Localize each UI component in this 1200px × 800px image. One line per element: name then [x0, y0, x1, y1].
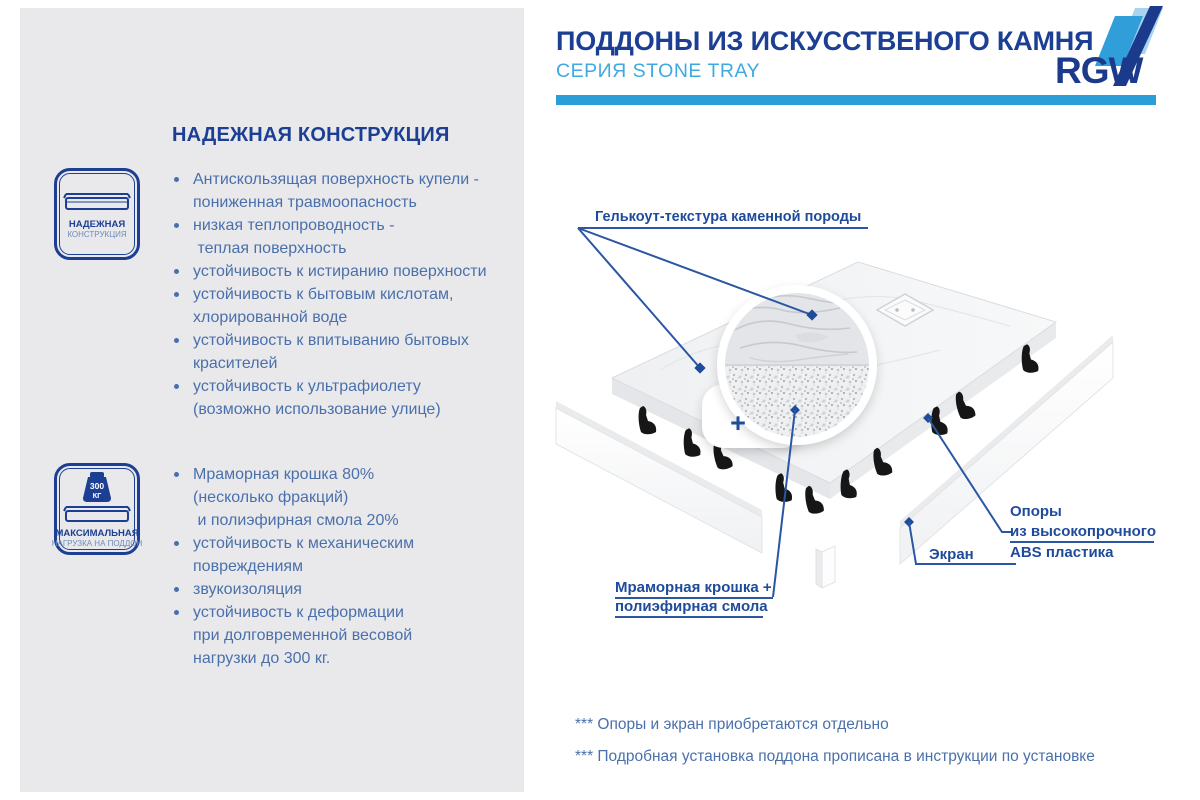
bullet-text: устойчивость к истиранию поверхности: [193, 263, 487, 280]
max-load-badge: [51, 463, 143, 555]
bullet-dot: [174, 292, 179, 297]
reliable-construction-badge: [54, 168, 140, 260]
bullet-dot: [174, 472, 179, 477]
max-load-weight-icon: [61, 470, 133, 524]
weight-unit: КГ: [92, 491, 102, 500]
bullet-text: устойчивость к механическим повреждениям: [193, 535, 415, 575]
feature-bullet: [170, 375, 515, 421]
bullet-dot: [174, 587, 179, 592]
features-panel: [20, 8, 524, 792]
badge-label-small: НАГРУЗКА НА ПОДДОН: [51, 539, 143, 548]
gelcoat-label: Гелькоут-текстура каменной породы: [595, 209, 862, 225]
feature-bullet: [170, 283, 515, 329]
texture-magnifier: [702, 285, 877, 448]
tray-exploded-diagram: [540, 180, 1200, 740]
header-divider-bar: [556, 95, 1156, 105]
screen-label: Экран: [929, 546, 974, 563]
feature-bullet: [170, 463, 515, 532]
plus-sign: +: [730, 408, 746, 438]
rgw-logo: [1053, 6, 1183, 92]
bullet-dot: [174, 610, 179, 615]
badge-label-bold: МАКСИМАЛЬНАЯ: [55, 528, 139, 539]
bullet-text: устойчивость к впитыванию бытовых красителей: [193, 332, 469, 372]
shower-tray-icon: [61, 189, 133, 215]
feature-bullet: [170, 329, 515, 375]
bullet-dot: [174, 223, 179, 228]
feature-bullet: [170, 532, 515, 578]
bullet-text: низкая теплопроводность - теплая поверхность: [193, 217, 395, 257]
bullet-dot: [174, 177, 179, 182]
footnote-2: *** Подробная установка поддона прописана в инструкции по установке: [575, 748, 1095, 765]
bullet-dot: [174, 541, 179, 546]
footnote-1: *** Опоры и экран приобретаются отдельно: [575, 716, 889, 733]
feature-list-1: [170, 168, 515, 421]
bullet-dot: [174, 269, 179, 274]
feature-bullet: [170, 601, 515, 670]
bullet-dot: [174, 338, 179, 343]
marble-label-line1: Мраморная крошка +: [615, 579, 772, 596]
bullet-text: Антискользящая поверхность купели - пониженная травмоопасность: [193, 171, 479, 211]
feature-bullet: [170, 214, 515, 260]
series-subtitle: СЕРИЯ STONE TRAY: [556, 60, 761, 82]
badge-label-bold: НАДЕЖНАЯ: [68, 219, 126, 230]
bullet-dot: [174, 384, 179, 389]
marble-label-line2: полиэфирная смола: [615, 598, 768, 615]
page-title: ПОДДОНЫ ИЗ ИСКУССТВЕНОГО КАМНЯ: [556, 26, 1094, 56]
logo-text: RGW: [1055, 50, 1143, 91]
bullet-text: Мраморная крошка 80% (несколько фракций) и полиэфирная смола 20%: [193, 466, 399, 529]
features-title: НАДЕЖНАЯ КОНСТРУКЦИЯ: [172, 124, 450, 146]
bullet-text: устойчивость к ультрафиолету (возможно использование улице): [193, 378, 441, 418]
feature-list-2: [170, 463, 515, 670]
feature-bullet: [170, 168, 515, 214]
weight-value: 300: [89, 481, 105, 491]
supports-label-line3: ABS пластика: [1010, 544, 1114, 561]
bullet-text: устойчивость к деформации при долговременной весовой нагрузки до 300 кг.: [193, 604, 413, 667]
screen-corner-piece: [816, 546, 835, 588]
feature-bullet: [170, 260, 515, 283]
bullet-text: устойчивость к бытовым кислотам, хлорированной воде: [193, 286, 454, 326]
supports-label-line2: из высокопрочного: [1010, 523, 1157, 540]
supports-label-line1: Опоры: [1010, 503, 1062, 520]
feature-bullet: [170, 578, 515, 601]
bullet-text: звукоизоляция: [193, 581, 302, 598]
badge-label-small: КОНСТРУКЦИЯ: [67, 230, 127, 239]
